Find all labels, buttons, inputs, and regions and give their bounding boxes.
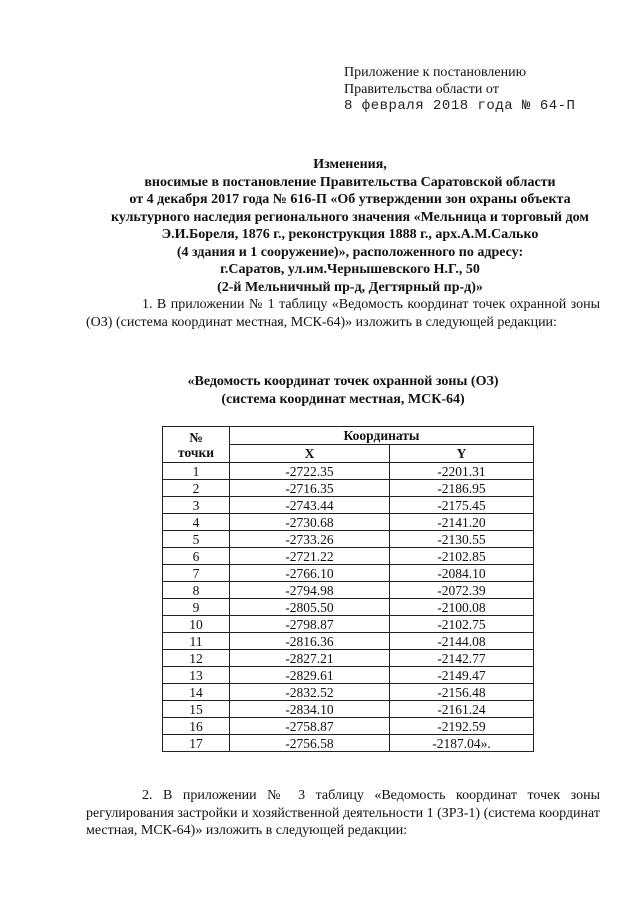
coordinates-header: Координаты	[230, 427, 534, 445]
paragraph-1: 1. В приложении № 1 таблицу «Ведомость координат точек охранной зоны (ОЗ) (система координат местная, МСК-64)» изложить в следующей редакции:	[86, 297, 600, 330]
y-coordinate-cell: -2149.47	[390, 667, 534, 684]
point-number-cell: 16	[163, 718, 230, 735]
y-coordinate-cell: -2201.31	[390, 463, 534, 480]
x-coordinate-cell: -2756.58	[230, 735, 390, 752]
table-row	[163, 667, 534, 684]
appendix-date-number: 8 февраля 2018 года № 64-П	[344, 98, 576, 114]
y-coordinate-cell: -2141.20	[390, 514, 534, 531]
x-coordinate-cell: -2834.10	[230, 701, 390, 718]
heading-line: (4 здания и 1 сооружение)», расположенного по адресу:	[176, 244, 524, 260]
x-coordinate-cell: -2805.50	[230, 599, 390, 616]
y-coordinate-cell: -2192.59	[390, 718, 534, 735]
y-coordinate-cell: -2130.55	[390, 531, 534, 548]
point-number-cell: 9	[163, 599, 230, 616]
x-coordinate-cell: -2827.21	[230, 650, 390, 667]
point-number-header	[163, 427, 230, 463]
y-coordinate-cell: -2084.10	[390, 565, 534, 582]
table-row	[163, 616, 534, 633]
point-number-cell: 17	[163, 735, 230, 752]
heading-line: культурного наследия регионального значения «Мельница и торговый дом	[111, 209, 589, 225]
y-coordinate-cell: -2102.85	[390, 548, 534, 565]
point-number-cell: 7	[163, 565, 230, 582]
x-coordinate-cell: -2829.61	[230, 667, 390, 684]
table-row	[163, 701, 534, 718]
table-row	[163, 463, 534, 480]
x-coordinate-cell: -2794.98	[230, 582, 390, 599]
heading-line: вносимые в постановление Правительства Саратовской области	[144, 174, 556, 190]
appendix-line-1: Приложение к постановлению	[344, 65, 527, 80]
heading-line: (2-й Мельничный пр-д, Дегтярный пр-д)»	[217, 279, 483, 295]
table-row	[163, 480, 534, 497]
table-row	[163, 548, 534, 565]
x-coordinate-cell: -2716.35	[230, 480, 390, 497]
document-heading	[60, 156, 640, 296]
paragraph-2: 2. В приложении № 3 таблицу «Ведомость координат точек зоны регулирования застройки и хозяйственной деятельности 1 (ЗРЗ-1) (система координат местная, МСК-64)» изложить в следующей редакции:	[86, 788, 600, 838]
table-title-line-2: (система координат местная, МСК-64)	[221, 392, 465, 407]
table-row	[163, 531, 534, 548]
table-row	[163, 514, 534, 531]
point-number-cell: 10	[163, 616, 230, 633]
x-header: X	[230, 445, 390, 463]
x-coordinate-cell: -2798.87	[230, 616, 390, 633]
table-row	[163, 684, 534, 701]
point-number-cell: 8	[163, 582, 230, 599]
point-number-cell: 15	[163, 701, 230, 718]
point-number-cell: 12	[163, 650, 230, 667]
point-number-cell: 14	[163, 684, 230, 701]
y-coordinate-cell: -2072.39	[390, 582, 534, 599]
appendix-reference	[344, 64, 575, 115]
point-number-cell: 13	[163, 667, 230, 684]
point-number-cell: 6	[163, 548, 230, 565]
table-row	[163, 599, 534, 616]
heading-line: Э.И.Бореля, 1876 г., реконструкция 1888 г., арх.А.М.Салько	[161, 227, 539, 242]
y-header: Y	[390, 445, 534, 463]
y-coordinate-cell: -2175.45	[390, 497, 534, 514]
x-coordinate-cell: -2758.87	[230, 718, 390, 735]
x-coordinate-cell: -2743.44	[230, 497, 390, 514]
x-coordinate-cell: -2733.26	[230, 531, 390, 548]
x-coordinate-cell: -2816.36	[230, 633, 390, 650]
point-number-cell: 5	[163, 531, 230, 548]
x-coordinate-cell: -2721.22	[230, 548, 390, 565]
y-coordinate-cell: -2102.75	[390, 616, 534, 633]
y-coordinate-cell: -2161.24	[390, 701, 534, 718]
coordinates-table	[162, 426, 534, 752]
table-row	[163, 565, 534, 582]
table-row	[163, 718, 534, 735]
y-coordinate-cell: -2100.08	[390, 599, 534, 616]
table-title	[86, 373, 600, 409]
y-coordinate-cell: -2186.95	[390, 480, 534, 497]
appendix-line-2: Правительства области от	[344, 82, 499, 97]
y-coordinate-cell: -2144.08	[390, 633, 534, 650]
point-number-cell: 1	[163, 463, 230, 480]
point-number-cell: 2	[163, 480, 230, 497]
point-number-cell: 11	[163, 633, 230, 650]
heading-line: от 4 декабря 2017 года № 616-П «Об утверждении зон охраны объекта	[129, 192, 571, 207]
point-number-cell: 4	[163, 514, 230, 531]
point-number-cell: 3	[163, 497, 230, 514]
y-coordinate-cell: -2187.04».	[390, 735, 534, 752]
heading-line: Изменения,	[313, 157, 387, 172]
x-coordinate-cell: -2722.35	[230, 463, 390, 480]
table-row	[163, 735, 534, 752]
point-number-header-text: № точки	[177, 429, 215, 460]
table-row	[163, 633, 534, 650]
x-coordinate-cell: -2832.52	[230, 684, 390, 701]
table-title-line-1: «Ведомость координат точек охранной зоны (ОЗ)	[187, 374, 499, 389]
x-coordinate-cell: -2766.10	[230, 565, 390, 582]
table-row	[163, 650, 534, 667]
y-coordinate-cell: -2142.77	[390, 650, 534, 667]
y-coordinate-cell: -2156.48	[390, 684, 534, 701]
heading-line: г.Саратов, ул.им.Чернышевского Н.Г., 50	[220, 262, 480, 277]
table-row	[163, 582, 534, 599]
table-row	[163, 497, 534, 514]
x-coordinate-cell: -2730.68	[230, 514, 390, 531]
table-body	[163, 463, 534, 752]
